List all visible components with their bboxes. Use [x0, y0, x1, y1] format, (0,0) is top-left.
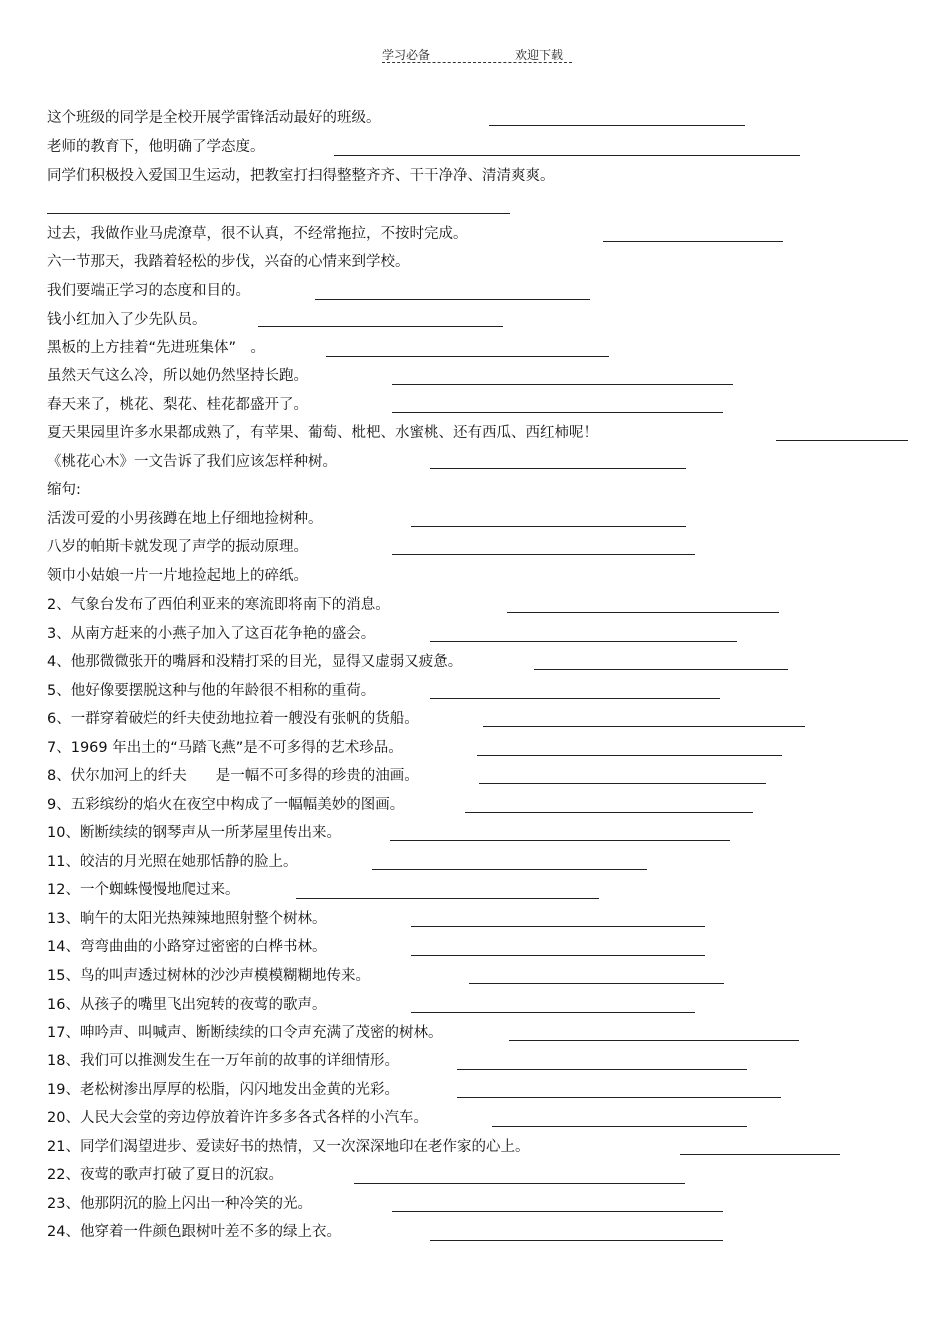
- answer-blank[interactable]: [392, 384, 733, 385]
- sentence-line: 9、五彩缤纷的焰火在夜空中构成了一幅幅美妙的图画。: [47, 797, 405, 813]
- answer-blank[interactable]: [680, 1154, 840, 1155]
- sentence-line: 17、呻吟声、叫喊声、断断续续的口令声充满了茂密的树林。: [47, 1025, 443, 1041]
- sentence-line: 16、从孩子的嘴里飞出宛转的夜莺的歌声。: [47, 997, 327, 1013]
- sentence-line: 24、他穿着一件颜色跟树叶差不多的绿上衣。: [47, 1224, 341, 1240]
- sentence-line: 3、从南方赶来的小燕子加入了这百花争艳的盛会。: [47, 626, 376, 642]
- sentence-line: 15、鸟的叫声透过树林的沙沙声模模糊糊地传来。: [47, 968, 370, 984]
- answer-blank[interactable]: [477, 755, 782, 756]
- answer-blank[interactable]: [457, 1097, 781, 1098]
- sentence-line: 领巾小姑娘一片一片地捡起地上的碎纸。: [47, 568, 308, 584]
- answer-blank[interactable]: [326, 356, 609, 357]
- sentence-line: 21、同学们渴望进步、爱读好书的热情，又一次深深地印在老作家的心上。: [47, 1139, 530, 1155]
- sentence-line: 活泼可爱的小男孩蹲在地上仔细地捡树种。: [47, 511, 323, 527]
- sentence-line: 4、他那微微张开的嘴唇和没精打采的目光，显得又虚弱又疲惫。: [47, 654, 463, 670]
- sentence-line: 11、皎洁的月光照在她那恬静的脸上。: [47, 854, 298, 870]
- sentence-line: 夏天果园里许多水果都成熟了，有苹果、葡萄、枇杷、水蜜桃、还有西瓜、西红柿呢！: [47, 425, 598, 441]
- sentence-line: 22、夜莺的歌声打破了夏日的沉寂。: [47, 1167, 283, 1183]
- header-right-text: 欢迎下载: [515, 48, 564, 62]
- section-label: 缩句:: [47, 482, 81, 498]
- header-underline: [382, 62, 572, 63]
- sentence-line: 这个班级的同学是全校开展学雷锋活动最好的班级。: [47, 110, 381, 126]
- answer-blank[interactable]: [465, 812, 753, 813]
- sentence-line: 八岁的帕斯卡就发现了声学的振动原理。: [47, 539, 308, 555]
- sentence-line: 5、他好像要摆脱这种与他的年龄很不相称的重荷。: [47, 683, 376, 699]
- sentence-line: 虽然天气这么冷，所以她仍然坚持长跑。: [47, 368, 308, 384]
- sentence-line: 黑板的上方挂着“先进班集体” 。: [47, 340, 266, 356]
- sentence-line: 7、1969 年出土的“马踏飞燕”是不可多得的艺术珍品。: [47, 740, 403, 756]
- sentence-line: 19、老松树渗出厚厚的松脂，闪闪地发出金黄的光彩。: [47, 1082, 399, 1098]
- answer-blank[interactable]: [534, 669, 788, 670]
- sentence-line: 过去，我做作业马虎潦草，很不认真，不经常拖拉，不按时完成。: [47, 226, 468, 242]
- answer-blank[interactable]: [258, 326, 503, 327]
- sentence-line: 12、一个蜘蛛慢慢地爬过来。: [47, 882, 240, 898]
- answer-blank[interactable]: [47, 213, 510, 214]
- sentence-line: 钱小红加入了少先队员。: [47, 312, 207, 328]
- answer-blank[interactable]: [390, 840, 730, 841]
- answer-blank[interactable]: [392, 412, 723, 413]
- answer-blank[interactable]: [315, 299, 590, 300]
- answer-blank[interactable]: [392, 554, 695, 555]
- answer-blank[interactable]: [776, 440, 908, 441]
- answer-blank[interactable]: [430, 1240, 723, 1241]
- answer-blank[interactable]: [509, 1040, 799, 1041]
- sentence-line: 我们要端正学习的态度和目的。: [47, 283, 250, 299]
- answer-blank[interactable]: [411, 926, 705, 927]
- answer-blank[interactable]: [392, 1211, 723, 1212]
- answer-blank[interactable]: [334, 155, 800, 156]
- sentence-line: 6、一群穿着破烂的纤夫使劲地拉着一艘没有张帆的货船。: [47, 711, 419, 727]
- answer-blank[interactable]: [296, 898, 599, 899]
- sentence-line: 23、他那阴沉的脸上闪出一种冷笑的光。: [47, 1196, 312, 1212]
- answer-blank[interactable]: [411, 955, 705, 956]
- sentence-line: 18、我们可以推测发生在一万年前的故事的详细情形。: [47, 1053, 399, 1069]
- sentence-line: 同学们积极投入爱国卫生运动，把教室打扫得整整齐齐、干干净净、清清爽爽。: [47, 168, 555, 184]
- answer-blank[interactable]: [411, 526, 686, 527]
- header-left-text: 学习必备: [382, 48, 431, 62]
- answer-blank[interactable]: [469, 983, 724, 984]
- answer-blank[interactable]: [372, 869, 647, 870]
- answer-blank[interactable]: [507, 612, 779, 613]
- sentence-line: 春天来了，桃花、梨花、桂花都盛开了。: [47, 397, 308, 413]
- sentence-line: 《桃花心木》一文告诉了我们应该怎样种树。: [47, 454, 337, 470]
- answer-blank[interactable]: [603, 241, 783, 242]
- answer-blank[interactable]: [430, 468, 686, 469]
- answer-blank[interactable]: [479, 783, 766, 784]
- sentence-line: 8、伏尔加河上的纤夫 是一幅不可多得的珍贵的油画。: [47, 768, 419, 784]
- sentence-line: 14、弯弯曲曲的小路穿过密密的白桦书林。: [47, 939, 327, 955]
- sentence-line: 六一节那天，我踏着轻松的步伐，兴奋的心情来到学校。: [47, 254, 410, 270]
- answer-blank[interactable]: [492, 1126, 747, 1127]
- answer-blank[interactable]: [457, 1069, 747, 1070]
- answer-blank[interactable]: [430, 698, 720, 699]
- answer-blank[interactable]: [411, 1012, 695, 1013]
- sentence-line: 2、气象台发布了西伯利亚来的寒流即将南下的消息。: [47, 597, 390, 613]
- sentence-line: 13、晌午的太阳光热辣辣地照射整个树林。: [47, 911, 327, 927]
- sentence-line: 10、断断续续的钢琴声从一所茅屋里传出来。: [47, 825, 341, 841]
- answer-blank[interactable]: [430, 641, 737, 642]
- answer-blank[interactable]: [354, 1183, 685, 1184]
- sentence-line: 老师的教育下，他明确了学态度。: [47, 139, 265, 155]
- sentence-line: 20、人民大会堂的旁边停放着许许多多各式各样的小汽车。: [47, 1110, 428, 1126]
- answer-blank[interactable]: [483, 726, 805, 727]
- answer-blank[interactable]: [489, 125, 745, 126]
